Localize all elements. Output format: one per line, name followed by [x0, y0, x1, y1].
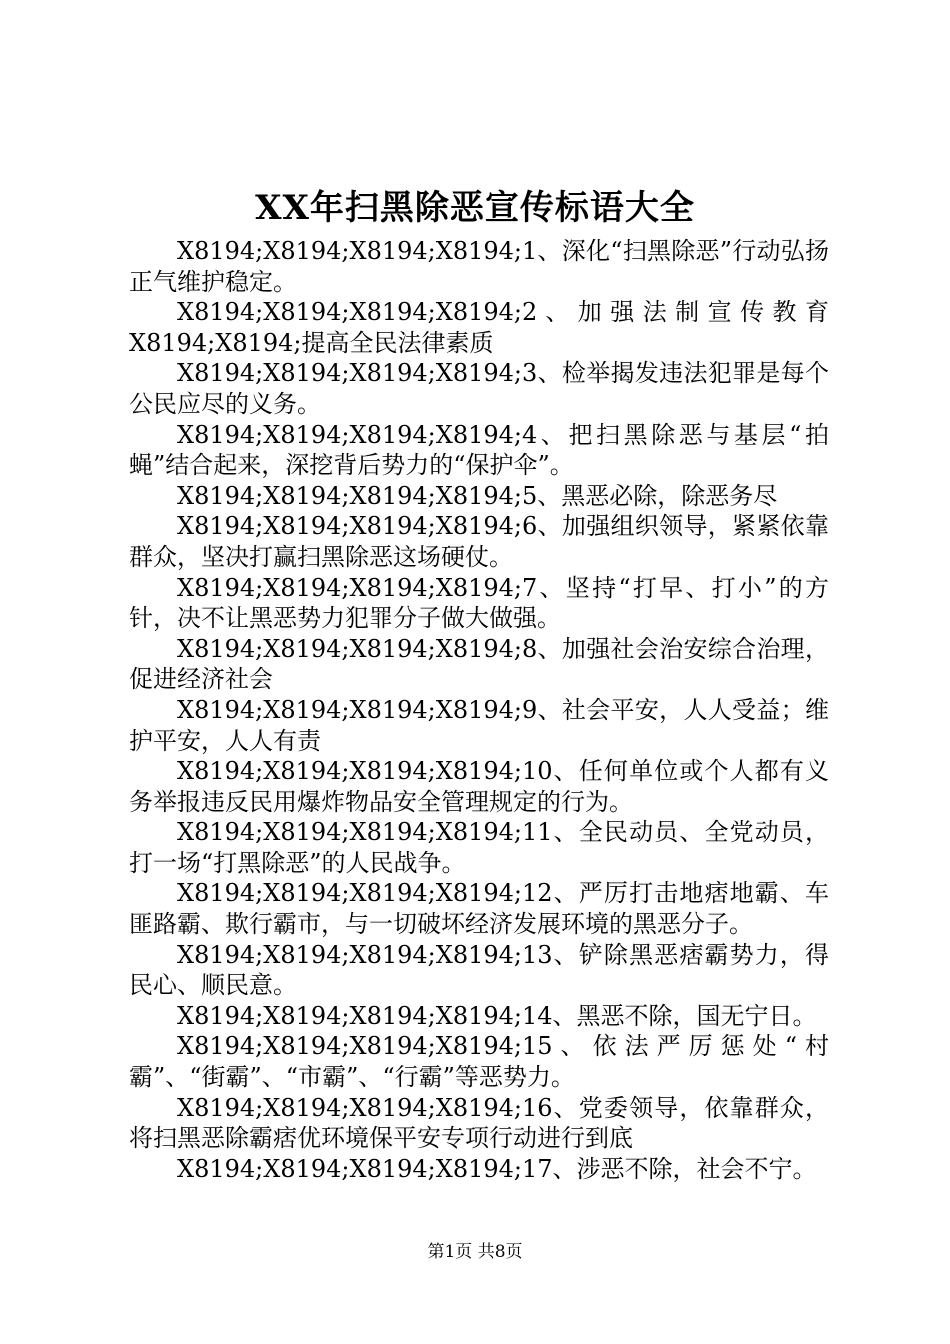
slogan-paragraph: X8194;X8194;X8194;X8194;9、社会平安，人人受益；维护平安，人人有责: [129, 695, 829, 755]
slogan-paragraph: X8194;X8194;X8194;X8194;4、把扫黑除恶与基层“拍蝇”结合起来，深挖背后势力的“保护伞”。: [129, 420, 829, 480]
slogan-paragraph: X8194;X8194;X8194;X8194;6、加强组织领导，紧紧依靠群众，坚决打赢扫黑除恶这场硬仗。: [129, 512, 829, 571]
slogan-list: [129, 236, 829, 1184]
page-number-footer: 第1页 共8页: [427, 1242, 523, 1262]
slogan-paragraph: X8194;X8194;X8194;X8194;8、加强社会治安综合治理，促进经济社会: [129, 634, 829, 694]
slogan-paragraph: X8194;X8194;X8194;X8194;12、严厉打击地痞地霸、车匪路霸、欺行霸市，与一切破坏经济发展环境的黑恶分子。: [129, 879, 829, 939]
slogan-paragraph: X8194;X8194;X8194;X8194;1、深化“扫黑除恶”行动弘扬正气维护稳定。: [129, 237, 829, 296]
slogan-paragraph: X8194;X8194;X8194;X8194;14、黑恶不除，国无宁日。: [177, 1001, 817, 1030]
slogan-paragraph: X8194;X8194;X8194;X8194;13、铲除黑恶痞霸势力，得民心、顺民意。: [129, 940, 829, 1000]
slogan-paragraph: X8194;X8194;X8194;X8194;16、党委领导，依靠群众，将扫黑恶除霸痞优环境保平安专项行动进行到底: [129, 1093, 829, 1153]
slogan-paragraph: X8194;X8194;X8194;X8194;5、黑恶必除，除恶务尽: [177, 481, 778, 510]
slogan-paragraph: X8194;X8194;X8194;X8194;11、全民动员、全党动员，打一场“打黑除恶”的人民战争。: [129, 818, 829, 877]
slogan-paragraph: X8194;X8194;X8194;X8194;7、坚持“打早、打小”的方针，决不让黑恶势力犯罪分子做大做强。: [129, 573, 829, 633]
slogan-paragraph: X8194;X8194;X8194;X8194;15、依法严厉惩处“村霸”、“街霸”、“市霸”、“行霸”等恶势力。: [129, 1032, 829, 1092]
document-title: XX年扫黑除恶宣传标语大全: [255, 188, 695, 228]
slogan-paragraph: X8194;X8194;X8194;X8194;2 、 加 强 法 制 宣 传 教 育 X8194;X8194;提高全民法律素质: [129, 298, 829, 357]
slogan-paragraph: X8194;X8194;X8194;X8194;17、涉恶不除，社会不宁。: [177, 1154, 817, 1183]
slogan-paragraph: X8194;X8194;X8194;X8194;3、检举揭发违法犯罪是每个公民应尽的义务。: [129, 359, 829, 418]
slogan-paragraph: X8194;X8194;X8194;X8194;10、任何单位或个人都有义务举报违反民用爆炸物品安全管理规定的行为。: [129, 757, 829, 816]
